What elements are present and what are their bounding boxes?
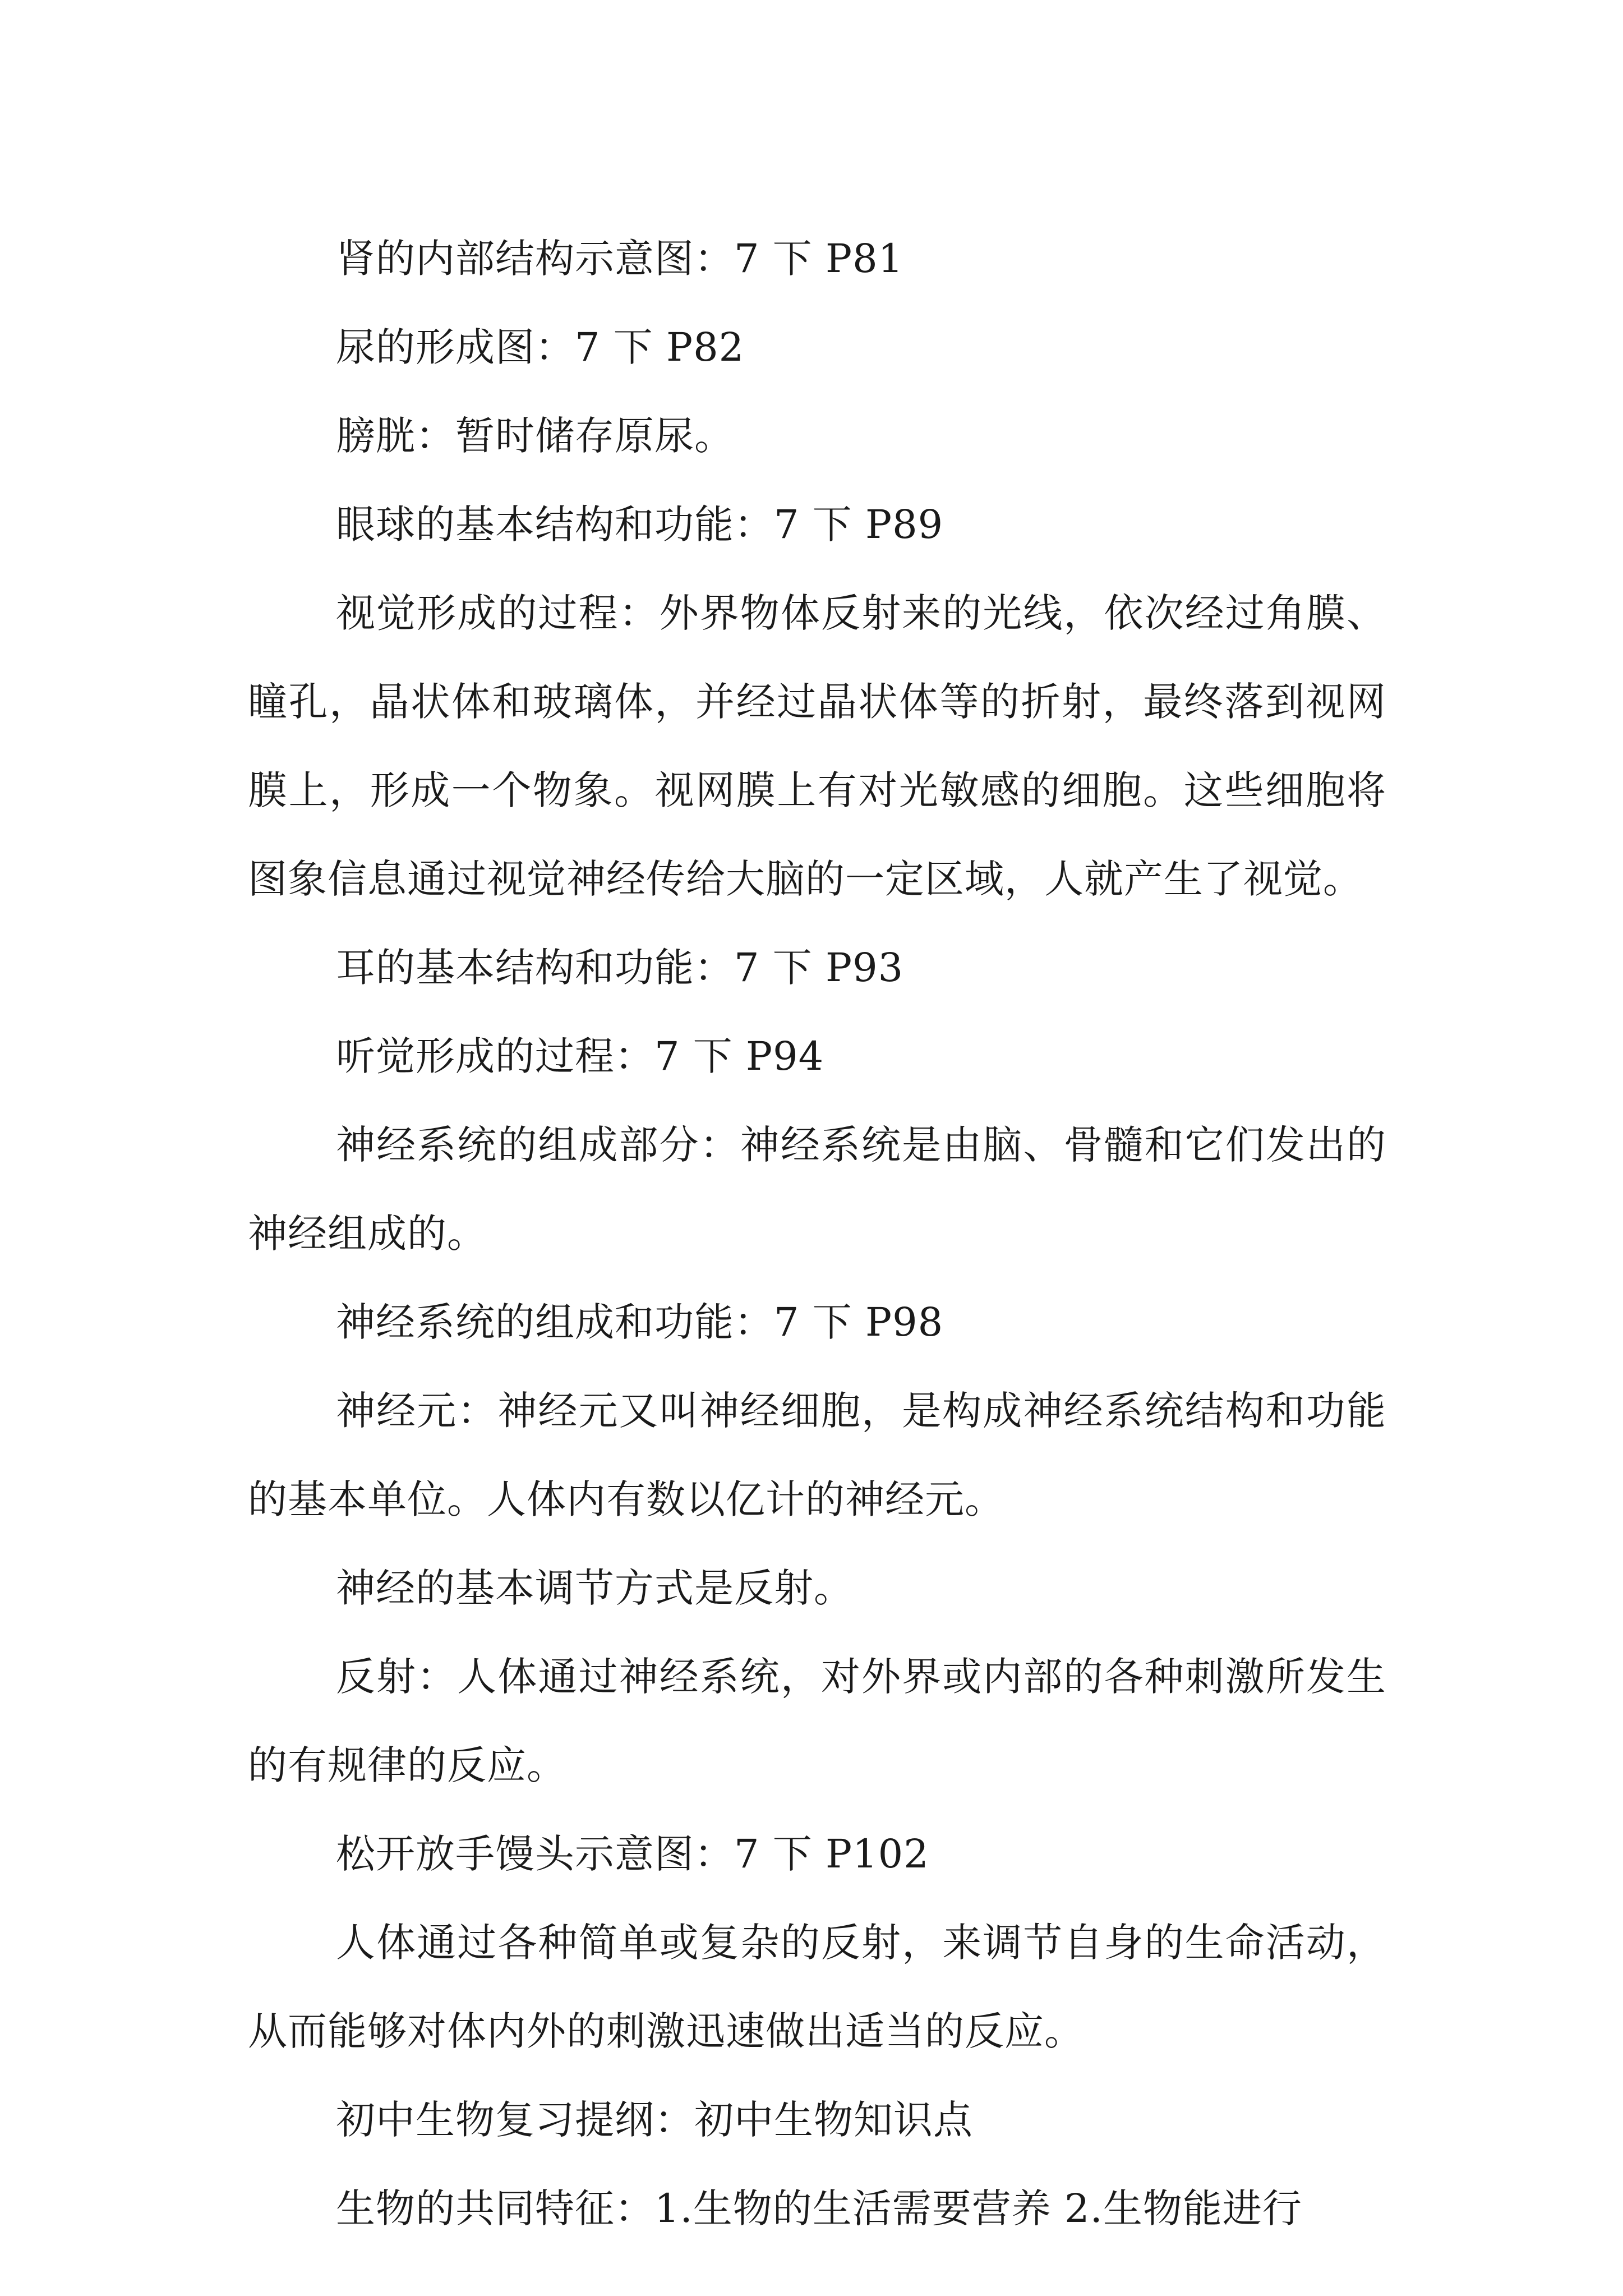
- paragraph-vision-process: 视觉形成的过程：外界物体反射来的光线，依次经过角膜、瞳孔，晶状体和玻璃体，并经过晶状体等的折射，最终落到视网膜上，形成一个物象。视网膜上有对光敏感的细胞。这些细胞将图象信息通过视觉神经传给大脑的一定区域，人就产生了视觉。: [248, 590, 1386, 902]
- document-body: [248, 214, 1386, 2253]
- paragraph-reflex-definition: 反射：人体通过神经系统，对外界或内部的各种刺激所发生的有规律的反应。: [248, 1654, 1386, 1788]
- paragraph-kidney-structure: 肾的内部结构示意图：7 下 P81: [336, 236, 904, 282]
- paragraph-hearing-process: 听觉形成的过程：7 下 P94: [336, 1033, 824, 1079]
- paragraph-ear-structure: 耳的基本结构和功能：7 下 P93: [336, 945, 904, 991]
- paragraph-reflex-regulation: 人体通过各种简单或复杂的反射，来调节自身的生命活动，从而能够对体内外的刺激迅速做出适当的反应。: [248, 1920, 1386, 2054]
- paragraph-bladder: 膀胱：暂时储存原尿。: [336, 413, 734, 459]
- paragraph-urine-formation: 尿的形成图：7 下 P82: [336, 324, 745, 370]
- paragraph-reflex-basic: 神经的基本调节方式是反射。: [336, 1565, 854, 1611]
- paragraph-nervous-system-function: 神经系统的组成和功能：7 下 P98: [336, 1299, 944, 1345]
- paragraph-living-features: 生物的共同特征：1.生物的生活需要营养 2.生物能进行: [336, 2185, 1302, 2231]
- paragraph-reflex-diagram: 松开放手馒头示意图：7 下 P102: [336, 1831, 929, 1877]
- paragraph-nervous-system-parts: 神经系统的组成部分：神经系统是由脑、骨髓和它们发出的神经组成的。: [248, 1122, 1386, 1257]
- paragraph-eye-structure: 眼球的基本结构和功能：7 下 P89: [336, 501, 944, 547]
- paragraph-neuron: 神经元：神经元又叫神经细胞，是构成神经系统结构和功能的基本单位。人体内有数以亿计的神经元。: [248, 1388, 1386, 1522]
- paragraph-review-outline: 初中生物复习提纲：初中生物知识点: [336, 2097, 973, 2143]
